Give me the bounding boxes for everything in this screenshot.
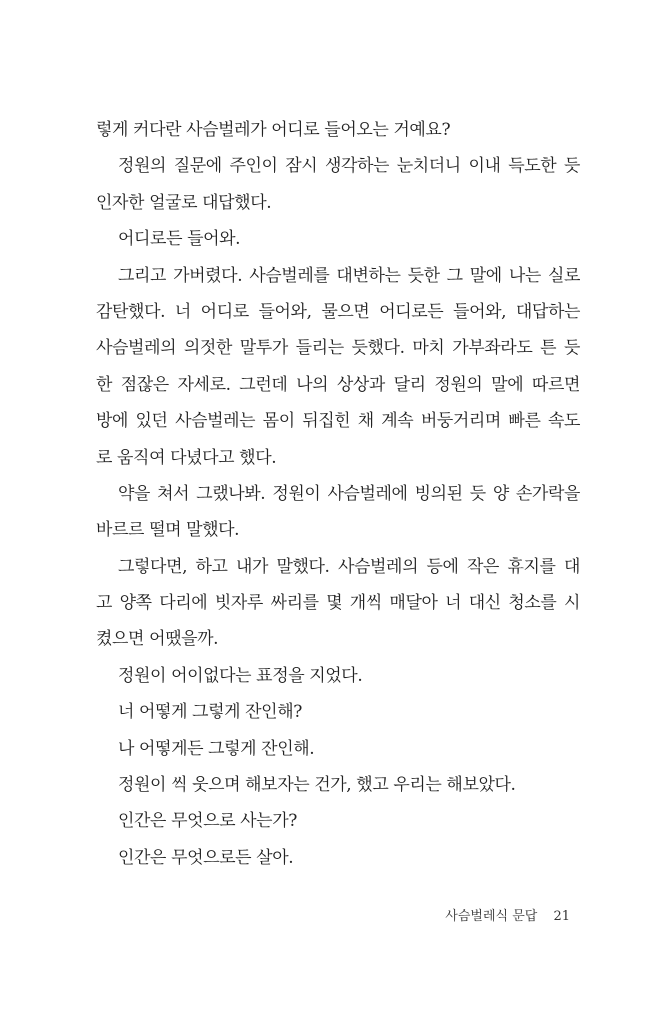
text-line: 인자한 얼굴로 대답했다. [96,192,272,213]
text-line: 로 움직여 다녔다고 했다. [96,447,277,468]
text-line: 정원이 어이없다는 표정을 지었다. [118,665,363,686]
running-title: 사슴벌레식 문답 [445,909,538,924]
text-line: 렇게 커다란 사슴벌레가 어디로 들어오는 거예요? [96,120,451,140]
text-line: 그렇다면, 하고 내가 말했다. 사슴벌레의 등에 작은 휴지를 대 [118,556,580,577]
text-line: 방에 있던 사슴벌레는 몸이 뒤집힌 채 계속 버둥거리며 빠른 속도 [96,411,580,432]
text-line: 너 어떻게 그렇게 잔인해? [118,702,302,723]
text-line: 고 양쪽 다리에 빗자루 싸리를 몇 개씩 매달아 너 대신 청소를 시 [96,593,580,614]
text-line: 한 점잖은 자세로. 그런데 나의 상상과 달리 정원의 말에 따르면 [96,374,580,395]
text-line: 켰으면 어땠을까. [96,629,219,650]
body-text [96,116,580,880]
text-line: 사슴벌레의 의젓한 말투가 들리는 듯했다. 마치 가부좌라도 튼 듯 [96,338,580,359]
text-line: 인간은 무엇으로 사는가? [118,811,297,832]
text-line: 나 어떻게든 그렇게 잔인해. [118,738,315,759]
text-line: 정원이 씩 웃으며 해보자는 건가, 했고 우리는 해보았다. [118,775,516,796]
text-line: 정원의 질문에 주인이 잠시 생각하는 눈치더니 이내 득도한 듯 [118,156,580,177]
page-footer [445,905,570,924]
text-line: 어디로든 들어와. [118,229,241,250]
text-line: 인간은 무엇으로든 살아. [118,847,294,868]
text-line: 약을 쳐서 그랬나봐. 정원이 사슴벌레에 빙의된 듯 양 손가락을 [118,483,580,504]
page-number: 21 [553,909,570,924]
text-line: 바르르 떨며 말했다. [96,520,240,541]
text-line: 그리고 가버렸다. 사슴벌레를 대변하는 듯한 그 말에 나는 실로 [118,265,580,286]
text-line: 감탄했다. 너 어디로 들어와, 물으면 어디로든 들어와, 대답하는 [96,301,580,322]
